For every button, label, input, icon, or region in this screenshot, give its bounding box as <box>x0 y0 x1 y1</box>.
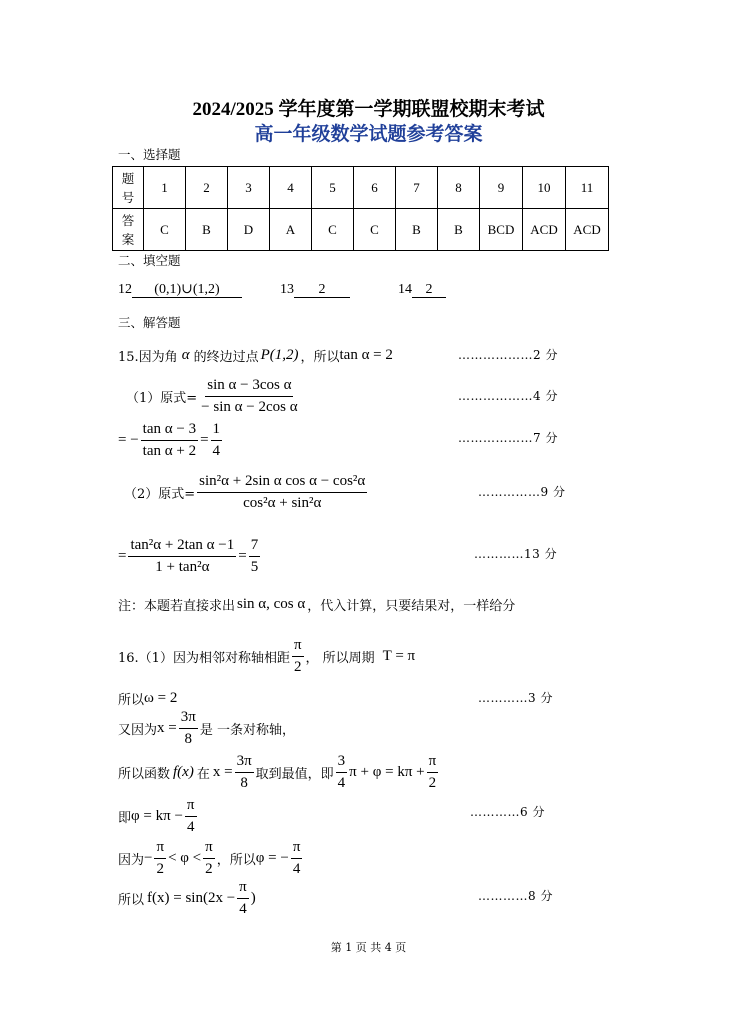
table-row-numbers <box>113 167 609 209</box>
q14-label: 14 <box>398 282 412 297</box>
header-char: 案 <box>121 231 135 247</box>
q14-line <box>398 283 446 298</box>
header-cell-answer <box>113 209 144 251</box>
numerator: π <box>237 879 249 899</box>
number-cell: 11 <box>566 167 609 209</box>
number-cell: 8 <box>438 167 480 209</box>
denominator: 4 <box>292 860 301 877</box>
text: 因为 <box>118 852 145 868</box>
q15-part2-line <box>124 470 369 514</box>
number-cell: 5 <box>312 167 354 209</box>
text: 取到最值，即 <box>255 766 334 782</box>
text: 所以 <box>118 892 145 908</box>
number-cell: 7 <box>396 167 438 209</box>
text: 16.（1）因为相邻对称轴相距 <box>118 650 290 666</box>
fraction <box>203 839 215 877</box>
fraction <box>185 797 197 835</box>
denominator: 2 <box>205 860 213 877</box>
math: α <box>181 346 190 363</box>
header-char: 号 <box>121 189 135 205</box>
header-char: 题 <box>121 170 135 186</box>
header-cell-number <box>113 167 144 209</box>
q12-answer: (0,1)∪(1,2) <box>132 283 242 298</box>
math: π + φ = kπ + <box>349 763 425 780</box>
answer-cell: B <box>186 209 228 251</box>
q12-label: 12 <box>118 282 132 297</box>
answer-cell: C <box>144 209 186 251</box>
q16-line-7 <box>118 878 256 918</box>
math: φ = − <box>255 849 289 866</box>
q15-score-4: ……………9 分 <box>478 485 566 499</box>
fraction <box>199 377 299 415</box>
fraction <box>141 421 198 459</box>
denominator: 4 <box>212 442 221 459</box>
number-cell: 2 <box>186 167 228 209</box>
fraction <box>235 753 254 791</box>
math: f(x) = sin(2x − <box>147 889 236 906</box>
numerator: 3π <box>235 753 254 773</box>
fraction <box>211 421 223 459</box>
header-char: 答 <box>121 212 135 228</box>
fraction <box>427 753 439 791</box>
math: T = π <box>382 647 416 664</box>
number-cell: 6 <box>354 167 396 209</box>
q15-score-1: ………………2 分 <box>458 348 558 362</box>
section-choice-heading: 一、选择题 <box>118 147 181 162</box>
answer-cell: D <box>228 209 270 251</box>
denominator: 2 <box>428 774 437 791</box>
section-solve-heading: 三、解答题 <box>118 315 181 330</box>
q13-line <box>280 283 350 298</box>
fraction <box>249 537 261 575</box>
text: 又因为 <box>118 722 158 738</box>
text: 的终边过点 <box>193 349 259 365</box>
answer-cell: ACD <box>523 209 566 251</box>
numerator: π <box>154 839 166 859</box>
page-footer: 第 1 页 共 4 页 <box>330 941 407 954</box>
numerator: 3π <box>179 709 198 729</box>
q16-line-4 <box>118 752 440 792</box>
q15-part1-line <box>126 374 302 418</box>
number-cell: 9 <box>480 167 523 209</box>
text: （1）原式= <box>126 390 198 406</box>
math: ) <box>250 889 256 906</box>
q15-score-5: …………13 分 <box>474 547 558 561</box>
math: x = <box>212 763 233 780</box>
math: φ = kπ − <box>131 807 183 824</box>
answer-cell: C <box>354 209 396 251</box>
denominator: 4 <box>239 900 247 917</box>
math: < φ < <box>168 849 202 866</box>
denominator: 8 <box>184 730 193 747</box>
text: 所以 <box>118 692 145 708</box>
answer-cell: B <box>396 209 438 251</box>
q16-line-6 <box>118 838 304 878</box>
denominator: 8 <box>240 774 248 791</box>
fraction <box>128 537 236 575</box>
fraction <box>179 709 198 747</box>
math: = <box>118 547 127 564</box>
math: − <box>144 849 153 866</box>
text: 注：本题若直接求出 <box>118 598 236 614</box>
denominator: 4 <box>186 818 195 835</box>
q16-score-2: …………6 分 <box>470 805 545 819</box>
denominator: 1 + tan²α <box>155 558 210 575</box>
answer-cell: ACD <box>566 209 609 251</box>
q14-answer: 2 <box>412 283 446 298</box>
numerator: 1 <box>211 421 223 441</box>
numerator: π <box>291 839 303 859</box>
math: P(1,2) <box>260 346 299 363</box>
math: f(x) <box>173 763 194 780</box>
numerator: 7 <box>249 537 261 557</box>
text: （2）原式= <box>124 486 196 502</box>
text: ，代入计算，只要结果对，一样给分 <box>307 598 516 614</box>
denominator: 5 <box>250 558 259 575</box>
q15-score-3: ………………7 分 <box>458 431 558 445</box>
number-cell: 4 <box>270 167 312 209</box>
math: ω = 2 <box>144 689 178 706</box>
math: = − <box>118 431 139 448</box>
text: ， 所以周期 <box>305 650 375 666</box>
q13-label: 13 <box>280 282 294 297</box>
denominator: cos²α + sin²α <box>243 494 322 511</box>
fraction <box>291 839 303 877</box>
numerator: 3 <box>336 753 348 773</box>
q12-line <box>118 283 242 298</box>
numerator: tan α − 3 <box>141 421 198 441</box>
numerator: π <box>203 839 215 859</box>
denominator: − sin α − 2cos α <box>201 398 298 415</box>
q13-answer: 2 <box>294 283 350 298</box>
q16-line-5 <box>118 796 199 836</box>
fraction <box>292 637 304 675</box>
text: 在 <box>196 766 210 782</box>
numerator: sin α − 3cos α <box>205 377 293 397</box>
math: tan α = 2 <box>339 346 393 363</box>
fraction <box>197 473 367 511</box>
q15-part2b-line <box>118 534 262 578</box>
text: ，所以 <box>300 349 340 365</box>
text: ，所以 <box>216 852 256 868</box>
q16-line-3 <box>118 708 295 748</box>
number-cell: 3 <box>228 167 270 209</box>
math: = <box>238 547 247 564</box>
q15-note-line <box>118 594 515 614</box>
table-row-answers <box>113 209 609 251</box>
q16-line-1 <box>118 636 415 676</box>
numerator: π <box>427 753 439 773</box>
math: = <box>200 431 209 448</box>
text: 是 一条对称轴， <box>199 722 295 738</box>
text: 即 <box>118 810 132 826</box>
q15-intro-line <box>118 344 393 366</box>
answer-cell: BCD <box>480 209 523 251</box>
numerator: π <box>185 797 197 817</box>
answer-cell: B <box>438 209 480 251</box>
number-cell: 10 <box>523 167 566 209</box>
denominator: 4 <box>337 774 346 791</box>
number-cell: 1 <box>144 167 186 209</box>
fraction <box>154 839 166 877</box>
q15-part1b-line <box>118 418 224 462</box>
section-fill-heading: 二、填空题 <box>118 253 181 268</box>
q15-score-2: ………………4 分 <box>458 389 558 403</box>
denominator: 2 <box>156 860 165 877</box>
denominator: 2 <box>293 658 302 675</box>
q16-score-1: …………3 分 <box>478 691 553 705</box>
answer-cell: A <box>270 209 312 251</box>
text: 所以函数 <box>118 766 171 782</box>
denominator: tan α + 2 <box>142 442 197 459</box>
text: 15.因为角 <box>118 349 178 365</box>
q16-line-2 <box>118 688 177 708</box>
page-subtitle: 高一年级数学试题参考答案 <box>254 123 483 145</box>
math: sin α, cos α <box>237 595 306 612</box>
answer-table <box>112 166 609 251</box>
q16-score-3: …………8 分 <box>478 889 553 903</box>
fraction <box>336 753 348 791</box>
numerator: sin²α + 2sin α cos α − cos²α <box>197 473 367 493</box>
fraction <box>237 879 249 917</box>
answer-cell: C <box>312 209 354 251</box>
page-title: 2024/2025 学年度第一学期联盟校期末考试 <box>192 99 545 120</box>
math: x = <box>157 719 177 736</box>
numerator: π <box>292 637 304 657</box>
numerator: tan²α + 2tan α −1 <box>128 537 236 557</box>
